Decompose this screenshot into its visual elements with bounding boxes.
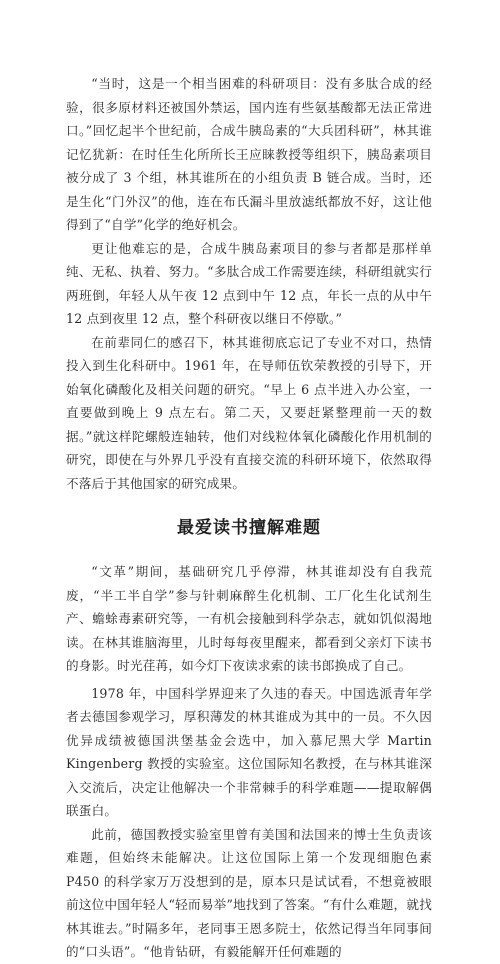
paragraph: 更让他难忘的是，合成牛胰岛素项目的参与者都是那样单纯、无私、执着、努力。“多肽合成工作需要连续，科研组就实行两班倒，年轻人从午夜 12 点到中午 12 点，年长一点的从中午 12 点到夜里 12 点，整个科研夜以继日不停歇。” bbox=[66, 240, 432, 326]
paragraph: 在前辈同仁的感召下，林其谁彻底忘记了专业不对口，热情投入到生化科研中。1961 年，在导师伍钦荣教授的引导下，开始氧化磷酸化及相关问题的研究。“早上 6 点半进入办公室，一直要做到晚上 9 点左右。第二天，又要赶紧整理前一天的数据。”就这样陀螺般连轴转，他们对线粒体氧化磷酸化作用机制的研究，即使在与外界几乎没有直接交流的科研环境下，依然取得不落后于其他国家的研究成果。 bbox=[66, 334, 432, 491]
paragraph: 此前，德国教授实验室里曾有美国和法国来的博士生负责该难题，但始终未能解决。让这位国际上第一个发现细胞色素 P450 的科学家万万没想到的是，原本只是试试看，不想竟被眼前这位中国年轻人“轻而易举”地找到了答案。“有什么难题，就找林其谁去。”时隔多年，老同事王恩多院士，依然记得当年同事间的“口头语”。“他肯钻研，有毅能解开任何难题的 bbox=[66, 826, 432, 959]
paragraph: “文革”期间，基础研究几乎停滞，林其谁却没有自我荒废，“半工半自学”参与针刺麻醉生化机制、工厂化生化试剂生产、蟾蜍毒素研究等，一有机会接触到科学杂志，就如饥似渴地读。在林其谁脑海里，儿时每每夜里醒来，都看到父亲灯下读书的身影。时光荏苒，如今灯下夜读求索的读书郎换成了自己。 bbox=[66, 564, 432, 673]
paragraph: “当时，这是一个相当困难的科研项目：没有多肽合成的经验，很多原材料还被国外禁运，国内连有些氨基酸都无法正常进口。”回忆起半个世纪前，合成牛胰岛素的“大兵团科研”，林其谁记忆犹新：在时任生化所所长王应睐教授等组织下，胰岛素项目被分成了 3 个组，林其谁所在的小组负责 B 链合成。当时，还是生化“门外汉”的他，连在布氏漏斗里放滤纸都放不好，这让他得到了“自学”化学的绝好机会。 bbox=[66, 76, 432, 232]
article-page bbox=[66, 72, 432, 964]
section-heading: 最爱读书擅解难题 bbox=[177, 518, 321, 538]
paragraph: 1978 年，中国科学界迎来了久违的春天。中国选派青年学者去德国参观学习，厚积薄发的林其谁成为其中的一员。不久因优异成绩被德国洪堡基金会选中，加入慕尼黑大学 Martin Kingenberg 教授的实验室。这位国际知名教授，在与林其谁深入交流后，决定让他解决一个非常棘手的科学难题——提取解偶联蛋白。 bbox=[66, 685, 432, 818]
